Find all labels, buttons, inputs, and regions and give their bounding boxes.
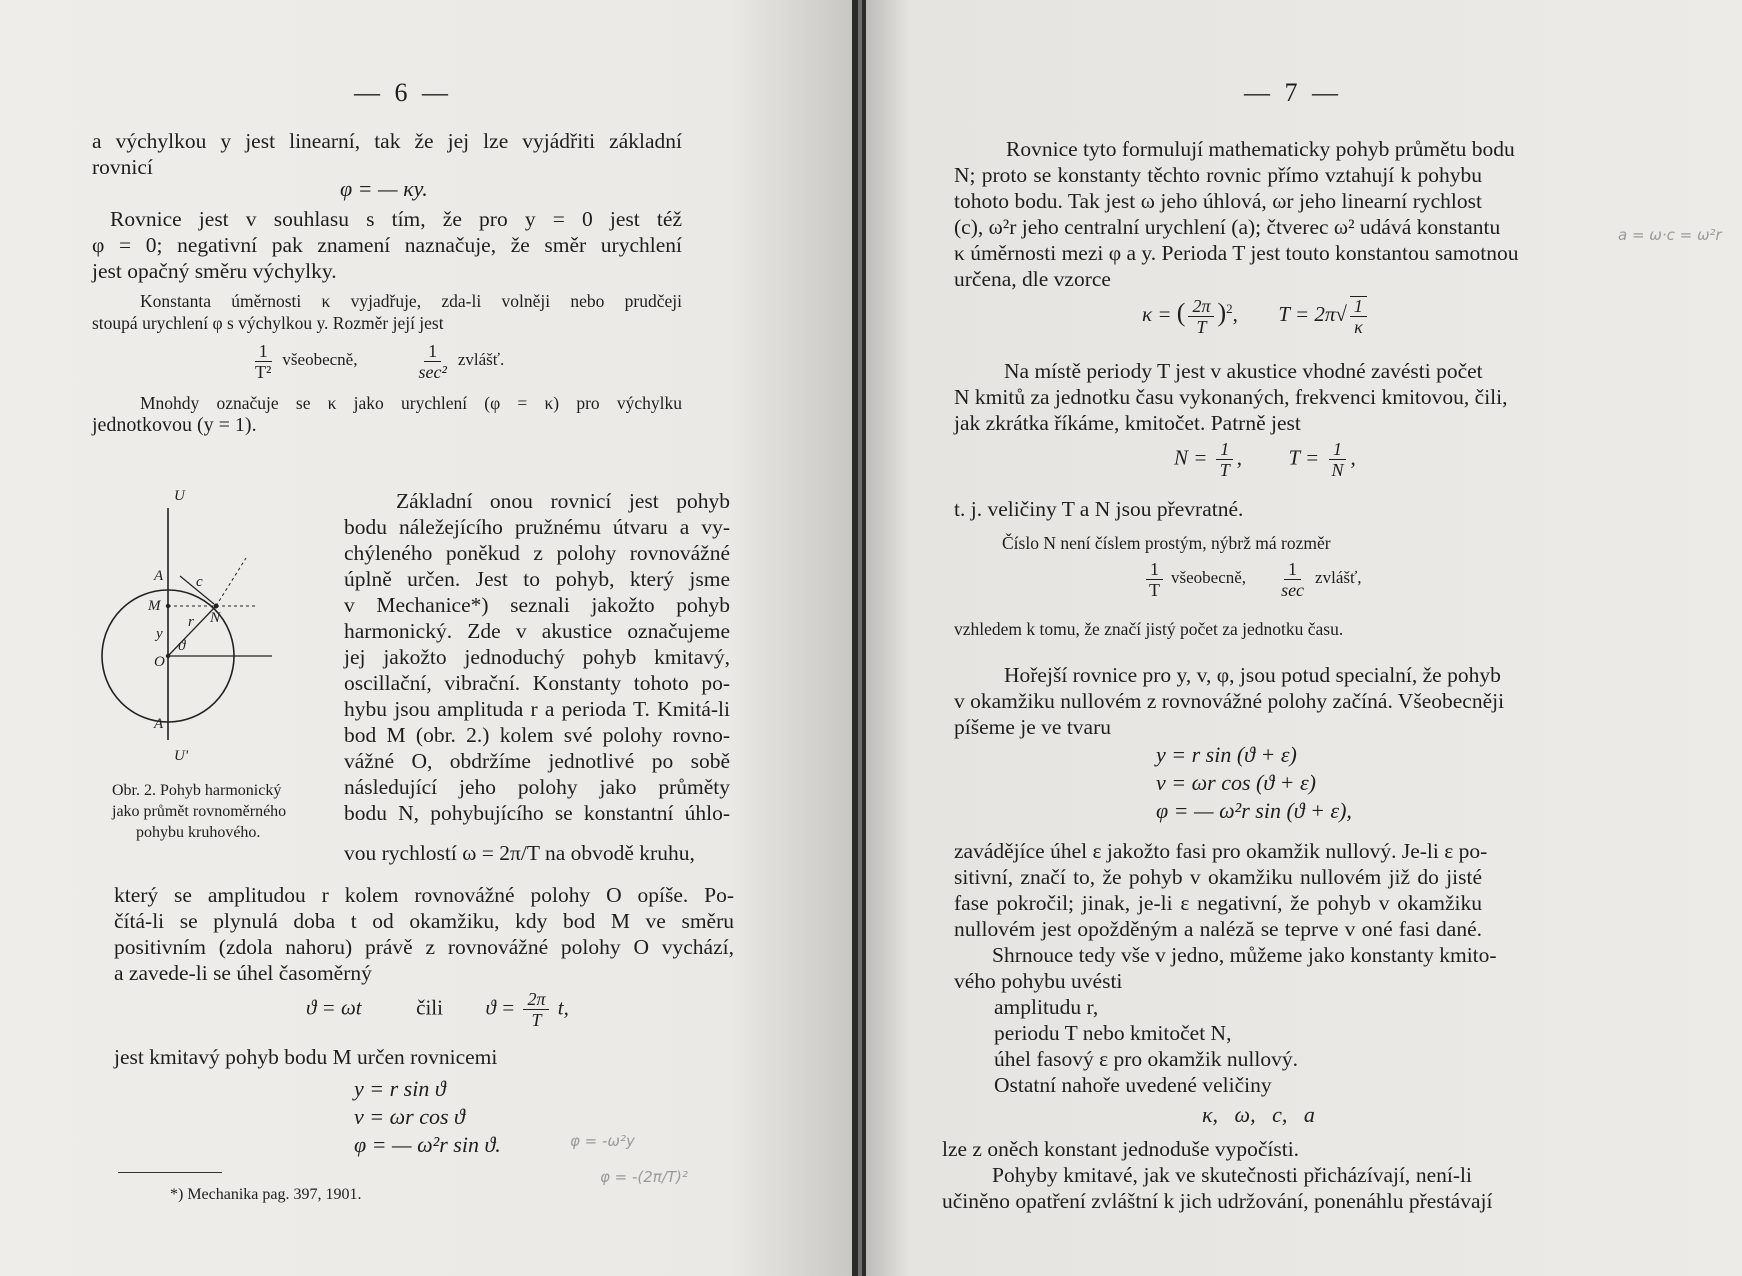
text-line: Shrnouce tedy vše v jedno, můžeme jako konstanty kmito-: [992, 943, 1497, 967]
pencil-annotation: φ = -(2π/T)²: [600, 1168, 688, 1186]
column-line: jej jakožto jednoduchý pohyb kmitavý,: [344, 645, 730, 669]
equation-line: v = ωr cos ϑ: [354, 1104, 465, 1129]
column-line: hybu jsou amplituda r a perioda T. Kmitá-li: [344, 697, 730, 721]
column-line: bod M (obr. 2.) kolem své polohy rovno-: [344, 723, 730, 747]
fig-label: A: [154, 568, 164, 584]
fig-label: y: [156, 626, 163, 642]
formula-acceleration: φ = — κy.: [340, 176, 428, 201]
list-item: Ostatní nahoře uvedené veličiny: [994, 1073, 1272, 1097]
fraction: $\frac{1}{N}$: [1327, 440, 1347, 479]
theta-formula: ϑ = ωt čili ϑ = $\frac{2\pi}{T}$ t,: [306, 989, 569, 1030]
text-line: jest opačný směru výchylky.: [92, 259, 337, 283]
text-line: Rovnice jest v souhlasu s tím, že pro y = 0 jest též: [110, 207, 682, 231]
text-line: (c), ω²r jeho centralní urychlení (a); čtverec ω² udává konstantu: [954, 215, 1501, 239]
fig-label: A: [154, 716, 164, 732]
text-line: tohoto bodu. Tak jest ω jeho úhlová, ωr jeho linearní rychlost: [954, 189, 1482, 213]
text-line: fase pokročil; jinak, je-li ε negativní, že pohyb v okamžiku: [954, 891, 1482, 915]
figure-caption-line: pohybu kruhového.: [136, 824, 261, 841]
equation-line: φ = — ω²r sin ϑ.: [354, 1132, 501, 1157]
text-line: v okamžiku nullovém z rovnovážné polohy začíná. Všeobecněji: [954, 689, 1505, 713]
page-number: — 7 —: [1244, 78, 1342, 107]
left-page: [0, 0, 858, 1276]
fig-label: c: [196, 574, 203, 590]
page-number: — 6 —: [354, 78, 452, 107]
text-line: N; proto se konstanty těchto rovnic přímo vztahují k pohybu: [954, 163, 1482, 187]
text-line: a zavede-li se úhel časoměrný: [114, 961, 372, 985]
dimension-word: všeobecně,: [1171, 568, 1247, 588]
text-line: nullovém jest opožděným a naléză se teprve v oné fasi dané.: [954, 917, 1482, 941]
fig-label: ϑ: [178, 638, 186, 654]
text-line: určena, dle vzorce: [954, 267, 1111, 291]
list-item: úhel fasový ε pro okamžik nullový.: [994, 1047, 1299, 1071]
column-line: Základní onou rovnicí jest pohyb: [396, 489, 730, 513]
small-text-line: stoupá urychlení φ s výchylkou y. Rozměr její jest: [92, 313, 444, 333]
footnote-rule: [118, 1172, 222, 1173]
column-line: následující jeho polohy jako průměty: [344, 775, 730, 799]
column-line: úplně určen. Jest to pohyb, který jsme: [344, 567, 730, 591]
dimension-formula: [1142, 560, 1362, 599]
text-line: jest kmitavý pohyb bodu M určen rovnicemi: [114, 1045, 498, 1069]
fraction: $\frac{1}{\sec}$: [1281, 559, 1305, 600]
fraction: $\frac{2\pi}{T}$: [523, 990, 549, 1029]
dimension-word: všeobecně,: [282, 350, 358, 370]
text-line: jak zkrátka říkáme, kmitočet. Patrně jest: [954, 411, 1301, 435]
text-line: sitivní, značí to, že pohyb v okamžiku nullovém již do jisté: [954, 865, 1482, 889]
text-line: učiněno opatření zvláštní k jich udržování, ponenáhlu přestávají: [942, 1189, 1493, 1213]
fig-label: N: [210, 610, 221, 626]
text-line: zavádějíce úhel ε jakožto fasi pro okamžik nullový. Je-li ε po-: [954, 839, 1488, 863]
column-line: chýleného poněkud z polohy rovnovážné: [344, 541, 730, 565]
text-line: píšeme je ve tvaru: [954, 715, 1112, 739]
text-line: N kmitů za jednotku času vykonaných, frekvenci kmitovou, čili,: [954, 385, 1508, 409]
column-line: vážné O, obdržíme jednotlivé po sobě: [344, 749, 730, 773]
small-text-line: Číslo N není číslem prostým, nýbrž má rozměr: [1002, 533, 1331, 553]
text-line: jednotkovou (y = 1).: [92, 414, 257, 436]
book-gutter-edge: [858, 0, 862, 1276]
text-line: Na místě periody T jest v akustice vhodné zavésti počet: [1004, 359, 1483, 383]
constants-list: κ, ω, c, a: [1202, 1102, 1315, 1127]
fraction: $\frac{1}{T}$: [1216, 440, 1234, 479]
fig-label: r: [188, 614, 194, 630]
fig-label: M: [148, 598, 161, 614]
dimension-word: zvlášť,: [1315, 568, 1362, 588]
list-item: periodu T nebo kmitočet N,: [994, 1021, 1232, 1045]
fig-label: U': [174, 748, 189, 764]
text-line: vého pohybu uvésti: [954, 969, 1123, 993]
column-line: bodu náležejícího pružnému útvaru a vy-: [344, 515, 730, 539]
text-line: Hořejší rovnice pro y, v, φ, jsou potud specialní, že pohyb: [1004, 663, 1501, 687]
column-line: vou rychlostí ω = 2π/T na obvodě kruhu,: [344, 841, 695, 865]
column-line: oscillační, vibrační. Konstanty tohoto po-: [344, 671, 730, 695]
text-line: t. j. veličiny T a N jsou převratné.: [954, 497, 1244, 521]
text-line: φ = 0; negativní pak znamení naznačuje, že směr urychlení: [92, 233, 682, 257]
fraction: $\frac{1}{T}$: [1145, 560, 1164, 599]
text-line: a výchylkou y jest linearní, tak že jej lze vyjádřiti základní: [92, 129, 682, 153]
figure-harmonic-motion: [96, 478, 306, 768]
equation-line: v = ωr cos (ϑ + ε): [1156, 770, 1316, 795]
text-line: rovnicí: [92, 155, 153, 179]
text-line: positivním (zdola nahoru) právě z rovnovážné polohy O vychází,: [114, 935, 734, 959]
equation-line: y = r sin (ϑ + ε): [1156, 742, 1297, 767]
small-text-line: Mnohdy označuje se κ jako urychlení (φ = κ) pro výchylku: [140, 393, 682, 413]
dimension-word: zvlášť.: [457, 350, 505, 370]
figure-caption-line: jako průmět rovnoměrného: [112, 803, 287, 820]
footnote: *) Mechanika pag. 397, 1901.: [170, 1186, 362, 1203]
formula-frequency: N = $\frac{1}{T}$ , T = $\frac{1}{N}$ ,: [1174, 439, 1356, 480]
fraction: $\frac{2\pi}{T}$: [1188, 297, 1214, 336]
column-line: bodu N, pohybujícího se konstantní úhlo-: [344, 801, 730, 825]
text-line: κ úměrnosti mezi φ a y. Perioda T jest touto konstantou samotnou: [954, 241, 1519, 265]
list-item: amplitudu r,: [994, 995, 1099, 1019]
equation-line: y = r sin ϑ: [354, 1076, 446, 1101]
fig-label: U: [174, 488, 185, 504]
formula-kappa: κ = ( $\frac{2\pi}{T}$ )$^2$, T = 2π√ $\frac{1}{\kappa}$: [1142, 296, 1370, 336]
fraction: $\frac{1}{\text{sec²}}$: [418, 341, 447, 382]
column-line: harmonický. Zde v akustice označujeme: [344, 619, 730, 643]
dimension-formula: [248, 342, 504, 381]
fraction: $\frac{1}{\kappa}$: [1350, 296, 1367, 336]
text-line: Rovnice tyto formulují mathematicky pohyb průmětu bodu: [1006, 137, 1515, 161]
pencil-annotation: φ = -ω²y: [570, 1132, 635, 1150]
pencil-annotation: a = ω·c = ω²r: [1618, 226, 1722, 244]
text-line: čítá-li se plynulá doba t od okamžiku, kdy bod M ve směru: [114, 909, 734, 933]
fraction: $\frac{1}{\text{T²}}$: [255, 341, 272, 382]
text-line: lze z oněch konstant jednoduše vypočísti.: [942, 1137, 1300, 1161]
fig-label: O: [154, 654, 165, 670]
text-line: který se amplitudou r kolem rovnovážné polohy O opíše. Po-: [114, 883, 734, 907]
small-text-line: vzhledem k tomu, že značí jistý počet za jednotku času.: [954, 619, 1344, 639]
right-page: [866, 0, 1742, 1276]
column-line: v Mechanice*) seznali jakožto pohyb: [344, 593, 730, 617]
figure-caption-line: Obr. 2. Pohyb harmonický: [112, 782, 282, 799]
equation-line: φ = — ω²r sin (ϑ + ε),: [1156, 798, 1352, 823]
text-line: Pohyby kmitavé, jak ve skutečnosti přicházívají, není-li: [992, 1163, 1472, 1187]
small-text-line: Konstanta úměrnosti κ vyjadřuje, zda-li volněji nebo prudčeji: [140, 291, 682, 311]
